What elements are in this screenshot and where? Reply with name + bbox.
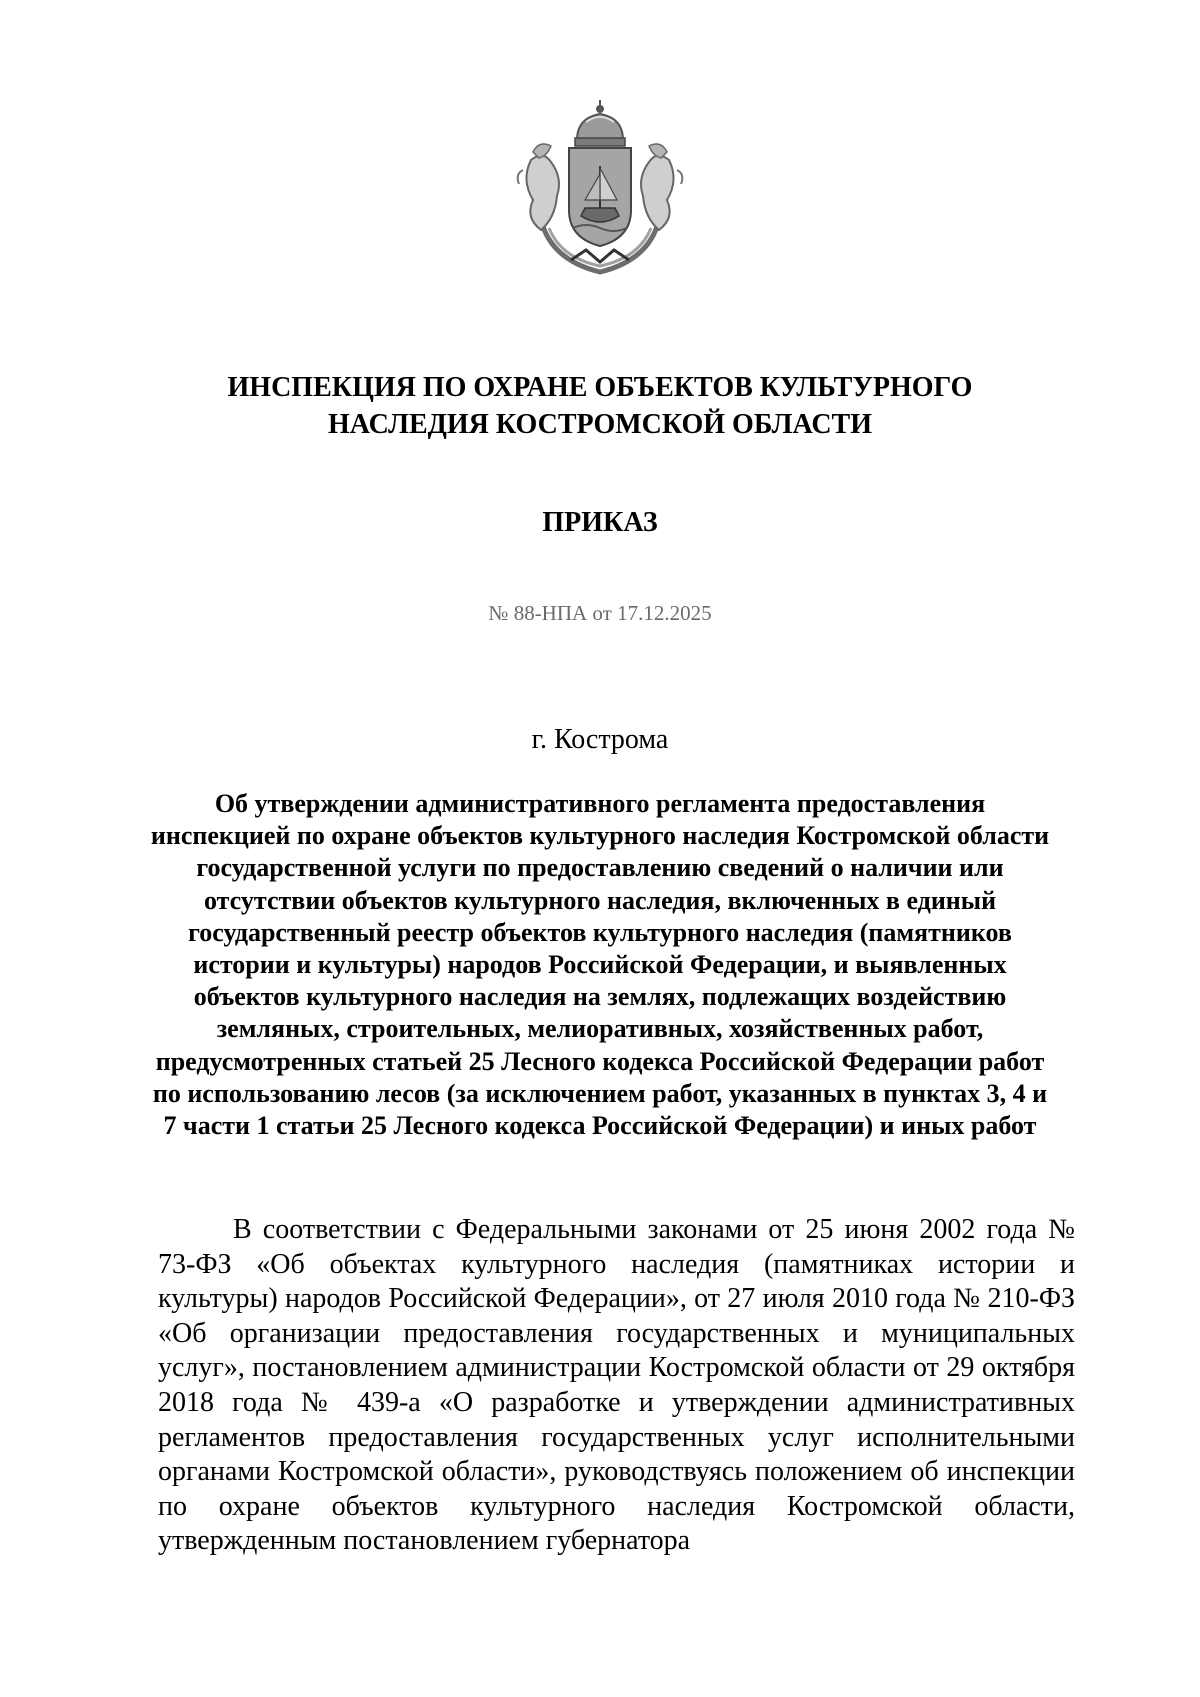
organization-name-line-1: ИНСПЕКЦИЯ ПО ОХРАНЕ ОБЪЕКТОВ КУЛЬТУРНОГО (227, 372, 973, 403)
document-city: г. Кострома (531, 724, 669, 755)
document-type: ПРИКАЗ (542, 507, 658, 538)
organization-name-line-2: НАСЛЕДИЯ КОСТРОМСКОЙ ОБЛАСТИ (327, 409, 873, 440)
preamble-paragraph: В соответствии с Федеральными законами от 25 июня 2002 года № 73-ФЗ «Об объектах культурного наследия (памятниках истории и культуры) народов Российской Федерации», от 27 июля 2010 года № 210-ФЗ «Об организации предоставления государственных и муниципальных услуг», постановлением администрации Костромской области от 29 октября 2018 года № 439-а «О разработке и утверждении административных регламентов предоставления государственных услуг исполнительными органами Костромской области», руководствуясь положением об инспекции по охране объектов культурного наследия Костромской области, утвержденным постановлением губернатора (158, 1214, 1075, 1557)
kostroma-oblast-coat-of-arms-icon (511, 100, 689, 278)
document-title: Об утверждении административного регламента предоставления инспекцией по охране объектов культурного наследия Костромской области государственной услуги по предоставлению сведений о наличии или отсутствии объектов культурного наследия, включенных в единый государственный реестр объектов культурного наследия (памятников истории и культуры) народов Российской Федерации, и выявленных объектов культурного наследия на землях, подлежащих воздействию земляных, строительных, мелиоративных, хозяйственных работ, предусмотренных статьей 25 Лесного кодекса Российской Федерации работ по использованию лесов (за исключением работ, указанных в пунктах 3, 4 и 7 части 1 статьи 25 Лесного кодекса Российской Федерации) и иных работ (150, 789, 1050, 1141)
organization-name (150, 369, 1050, 443)
document-number: № 88-НПА от 17.12.2025 (488, 601, 712, 625)
